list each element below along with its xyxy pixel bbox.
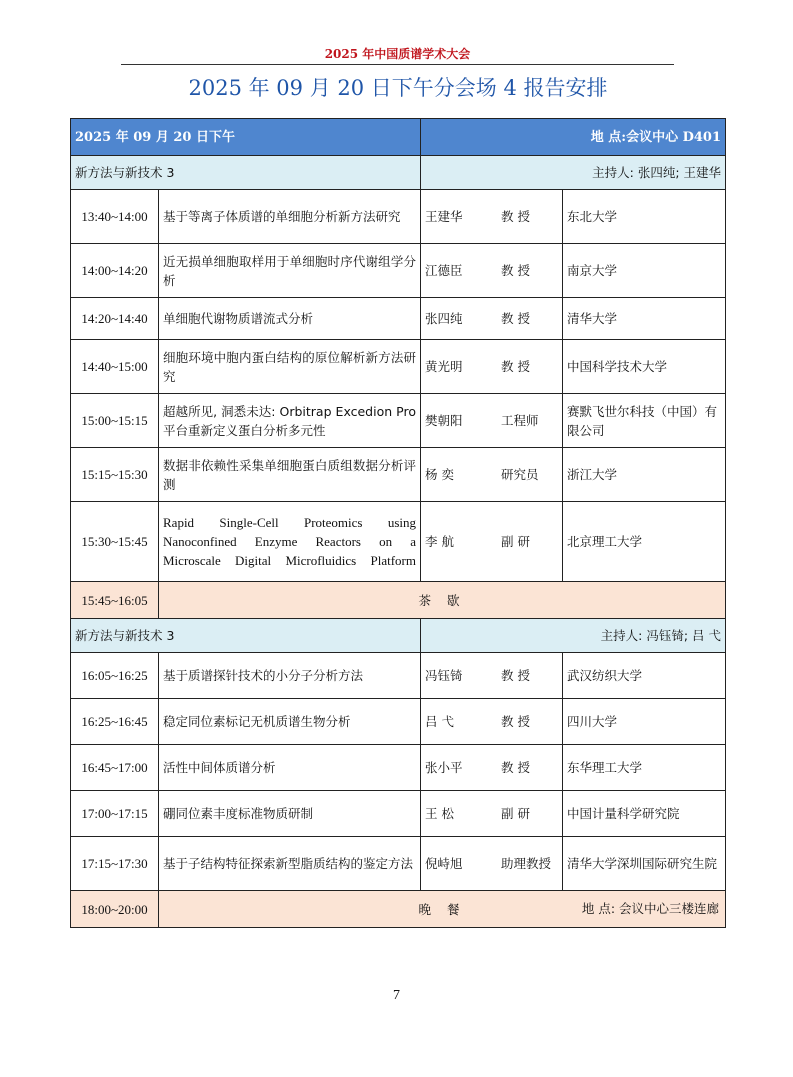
talk-speaker-title: 副 研	[501, 806, 530, 821]
talk-topic: Rapid Single-Cell Proteomics using Nanoconfined Enzyme Reactors on a Microscale Digital Microfluidics Platform	[159, 502, 421, 582]
talk-speaker-title: 助理教授	[501, 856, 552, 871]
talk-institution: 中国科学技术大学	[563, 340, 726, 394]
talk-speaker: 江德臣	[425, 263, 463, 278]
talk-institution: 赛默飞世尔科技（中国）有限公司	[563, 394, 726, 448]
talk-time: 13:40~14:00	[71, 190, 159, 244]
talk-topic: 单细胞代谢物质谱流式分析	[159, 298, 421, 340]
talk-row	[71, 190, 726, 244]
talk-speaker: 王建华	[425, 209, 463, 224]
talk-row	[71, 244, 726, 298]
talk-topic: 数据非依赖性采集单细胞蛋白质组数据分析评测	[159, 448, 421, 502]
speaker-wrap	[425, 465, 558, 484]
talk-topic: 活性中间体质谱分析	[159, 745, 421, 791]
talk-institution: 四川大学	[563, 699, 726, 745]
session-name: 新方法与新技术 3	[71, 619, 421, 653]
talk-speaker-cell	[421, 190, 563, 244]
talk-topic: 近无损单细胞取样用于单细胞时序代谢组学分析	[159, 244, 421, 298]
talk-time: 15:30~15:45	[71, 502, 159, 582]
talk-speaker: 吕 弋	[425, 714, 454, 729]
talk-speaker: 樊朝阳	[425, 413, 463, 428]
talk-row	[71, 394, 726, 448]
talk-time: 16:25~16:45	[71, 699, 159, 745]
break-row	[71, 582, 726, 619]
speaker-wrap	[425, 712, 558, 731]
talk-speaker-title: 教 授	[501, 668, 530, 683]
talk-speaker-cell	[421, 394, 563, 448]
talk-topic: 细胞环境中胞内蛋白结构的原位解析新方法研究	[159, 340, 421, 394]
talk-speaker-title: 工程师	[501, 413, 539, 428]
speaker-wrap	[425, 411, 558, 430]
talk-speaker: 黄光明	[425, 359, 463, 374]
speaker-wrap	[425, 261, 558, 280]
dinner-time: 18:00~20:00	[71, 891, 159, 928]
table-header-date: 2025 年 09 月 20 日下午	[71, 119, 421, 156]
session-header-row	[71, 156, 726, 190]
dinner-location: 地 点: 会议中心三楼连廊	[581, 901, 720, 916]
talk-speaker-cell	[421, 448, 563, 502]
talk-speaker-cell	[421, 298, 563, 340]
talk-speaker: 王 松	[425, 806, 454, 821]
page-title: 2025 年 09 月 20 日下午分会场 4 报告安排	[188, 76, 608, 100]
talk-institution: 北京理工大学	[563, 502, 726, 582]
conference-header: 2025 年中国质谱学术大会	[324, 47, 471, 61]
talk-speaker-title: 研究员	[501, 467, 539, 482]
talk-topic: 稳定同位素标记无机质谱生物分析	[159, 699, 421, 745]
speaker-wrap	[425, 758, 558, 777]
talk-speaker-cell	[421, 837, 563, 891]
speaker-wrap	[425, 207, 558, 226]
talk-speaker-title: 副 研	[501, 534, 530, 549]
talk-row	[71, 837, 726, 891]
break-label: 茶 歇	[159, 582, 726, 619]
talk-speaker-cell	[421, 699, 563, 745]
session-name: 新方法与新技术 3	[71, 156, 421, 190]
break-time: 15:45~16:05	[71, 582, 159, 619]
dinner-label: 晚 餐	[418, 901, 466, 917]
table-header-row	[71, 119, 726, 156]
talk-institution: 浙江大学	[563, 448, 726, 502]
talk-institution: 东华理工大学	[563, 745, 726, 791]
speaker-wrap	[425, 666, 558, 685]
talk-row	[71, 745, 726, 791]
talk-time: 17:00~17:15	[71, 791, 159, 837]
session-header-row	[71, 619, 726, 653]
talk-institution: 南京大学	[563, 244, 726, 298]
speaker-wrap	[425, 854, 558, 873]
talk-speaker-cell	[421, 502, 563, 582]
talk-topic: 基于子结构特征探索新型脂质结构的鉴定方法	[159, 837, 421, 891]
page-number: 7	[393, 988, 400, 1003]
talk-speaker: 李 航	[425, 534, 454, 549]
talk-row	[71, 653, 726, 699]
session-hosts: 主持人: 张四纯; 王建华	[421, 156, 726, 190]
talk-time: 17:15~17:30	[71, 837, 159, 891]
talk-topic: 超越所见, 洞悉未达: Orbitrap Excedion Pro 平台重新定义蛋白分析多元性	[159, 394, 421, 448]
talk-time: 15:15~15:30	[71, 448, 159, 502]
talk-institution: 中国计量科学研究院	[563, 791, 726, 837]
talk-speaker: 张四纯	[425, 311, 463, 326]
dinner-cell	[159, 891, 726, 928]
talk-row	[71, 502, 726, 582]
talk-speaker-title: 教 授	[501, 263, 530, 278]
session-hosts: 主持人: 冯钰锜; 吕 弋	[421, 619, 726, 653]
speaker-wrap	[425, 804, 558, 823]
talk-speaker: 倪峙旭	[425, 856, 463, 871]
talk-speaker-title: 教 授	[501, 714, 530, 729]
talk-row	[71, 448, 726, 502]
talk-time: 16:45~17:00	[71, 745, 159, 791]
talk-row	[71, 340, 726, 394]
talk-time: 14:40~15:00	[71, 340, 159, 394]
talk-row	[71, 699, 726, 745]
talk-speaker-cell	[421, 244, 563, 298]
speaker-wrap	[425, 357, 558, 376]
talk-speaker: 冯钰锜	[425, 668, 463, 683]
talk-time: 16:05~16:25	[71, 653, 159, 699]
talk-speaker: 张小平	[425, 760, 463, 775]
talk-institution: 清华大学	[563, 298, 726, 340]
talk-row	[71, 298, 726, 340]
talk-speaker-cell	[421, 745, 563, 791]
talk-speaker-cell	[421, 653, 563, 699]
talk-row	[71, 791, 726, 837]
talk-time: 15:00~15:15	[71, 394, 159, 448]
talk-speaker: 杨 奕	[425, 467, 454, 482]
talk-time: 14:00~14:20	[71, 244, 159, 298]
talk-institution: 武汉纺织大学	[563, 653, 726, 699]
talk-topic: 基于质谱探针技术的小分子分析方法	[159, 653, 421, 699]
talk-speaker-title: 教 授	[501, 760, 530, 775]
talk-topic: 硼同位素丰度标准物质研制	[159, 791, 421, 837]
speaker-wrap	[425, 309, 558, 328]
talk-time: 14:20~14:40	[71, 298, 159, 340]
schedule-table	[70, 118, 726, 928]
talk-speaker-cell	[421, 340, 563, 394]
dinner-row	[71, 891, 726, 928]
talk-speaker-title: 教 授	[501, 359, 530, 374]
header-divider	[121, 64, 674, 65]
talk-institution: 清华大学深圳国际研究生院	[563, 837, 726, 891]
talk-topic: 基于等离子体质谱的单细胞分析新方法研究	[159, 190, 421, 244]
talk-speaker-cell	[421, 791, 563, 837]
talk-speaker-title: 教 授	[501, 209, 530, 224]
speaker-wrap	[425, 532, 558, 551]
table-header-location: 地 点:会议中心 D401	[421, 119, 726, 156]
talk-speaker-title: 教 授	[501, 311, 530, 326]
talk-institution: 东北大学	[563, 190, 726, 244]
